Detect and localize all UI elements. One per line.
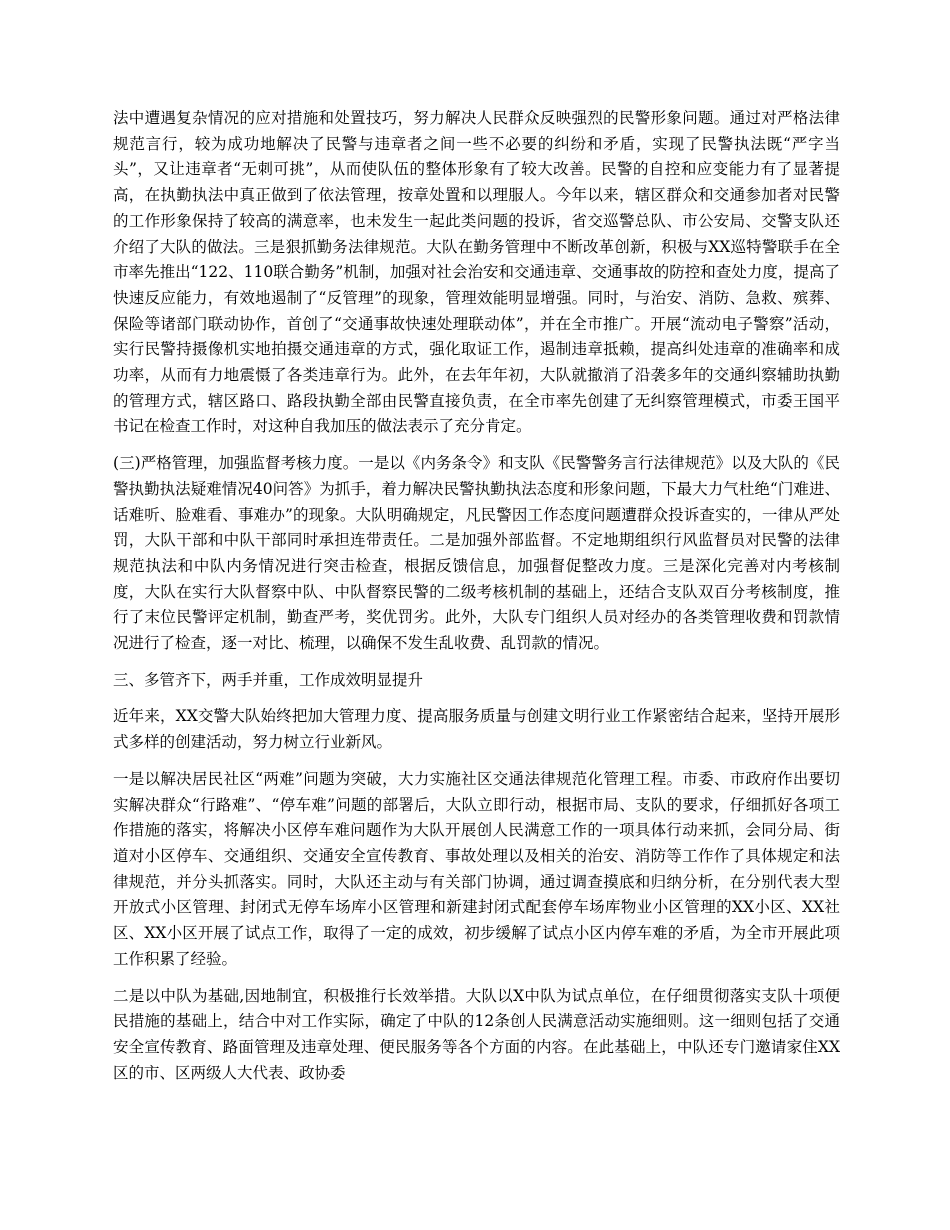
paragraph-recent-years: 近年来，XX交警大队始终把加大管理力度、提高服务质量与创建文明行业工作紧密结合起来，坚持开展形式多样的创建活动，努力树立行业新风。 — [113, 707, 840, 752]
document-page — [113, 106, 840, 1097]
paragraph-enforcement-standards: 法中遭遇复杂情况的应对措施和处置技巧，努力解决人民群众反映强烈的民警形象问题。通过对严格法律规范言行，较为成功地解决了民警与违章者之间一些不必要的纠纷和矛盾，实现了民警执法既“严字当头”，又让违章者“无刺可挑”，从而使队伍的整体形象有了较大改善。民警的自控和应变能力有了显著提高，在执勤执法中真正做到了依法管理，按章处置和以理服人。今年以来，辖区群众和交通参加者对民警的工作形象保持了较高的满意率，也未发生一起此类问题的投诉，省交巡警总队、市公安局、交警支队还介绍了大队的做法。三是狠抓勤务法律规范。大队在勤务管理中不断改革创新，积极与XX巡特警联手在全市率先推出“122、110联合勤务”机制，加强对社会治安和交通违章、交通事故的防控和查处力度，提高了快速反应能力，有效地遏制了“反管理”的现象，管理效能明显增强。同时，与治安、消防、急救、殡葬、保险等诸部门联动协作，首创了“交通事故快速处理联动体”，并在全市推广。开展“流动电子警察”活动，实行民警持摄像机实地拍摄交通违章的方式，强化取证工作，遏制违章抵赖，提高纠处违章的准确率和成功率，从而有力地震慑了各类违章行为。此外，在去年年初，大队就撤消了沿袭多年的交通纠察辅助执勤的管理方式，辖区路口、路段执勤全部由民警直接负责，在全市率先创建了无纠察管理模式，市委王国平书记在检查工作时，对这种自我加压的做法表示了充分肯定。 — [113, 109, 840, 436]
paragraph-squadron-measures: 二是以中队为基础,因地制宜，积极推行长效举措。大队以X中队为试点单位，在仔细贯彻落实支队十项便民措施的基础上，结合中对工作实际，确定了中队的12条创人民满意活动实施细则。这一细则包括了交通安全宣传教育、路面管理及违章处理、便民服务等各个方面的内容。在此基础上，中队还专门邀请家住XX区的市、区两级人大代表、政协委 — [113, 986, 840, 1082]
paragraph-strict-management: (三)严格管理，加强监督考核力度。一是以《内务条令》和支队《民警警务言行法律规范》以及大队的《民警执勤执法疑难情况40问答》为抓手，着力解决民警执勤执法态度和形象问题，下最大力气杜绝“门难进、话难听、脸难看、事难办”的现象。大队明确规定，凡民警因工作态度问题遭群众投诉查实的，一律从严处罚，大队干部和中队干部同时承担连带责任。二是加强外部监督。不定地期组织行风监督员对民警的法律规范执法和中队内务情况进行突击检查，根据反馈信息，加强督促整改力度。三是深化完善对内考核制度，大队在实行大队督察中队、中队督察民警的二级考核机制的基础上，还结合支队双百分考核制度，推行了末位民警评定机制，勤查严考，奖优罚劣。此外，大队专门组织人员对经办的各类管理收费和罚款情况进行了检查，逐一对比、梳理，以确保不发生乱收费、乱罚款的情况。 — [113, 454, 840, 653]
section-heading: 三、多管齐下，两手并重，工作成效明显提升 — [113, 670, 424, 689]
paragraph-community-parking: 一是以解决居民社区“两难”问题为突破，大力实施社区交通法律规范化管理工程。市委、市政府作出要切实解决群众“行路难”、“停车难”问题的部署后，大队立即行动，根据市局、支队的要求，仔细抓好各项工作措施的落实，将解决小区停车难问题作为大队开展创人民满意工作的一项具体行动来抓，会同分局、街道对小区停车、交通组织、交通安全宣传教育、事故处理以及相关的治安、消防等工作作了具体规定和法律规范，并分头抓落实。同时，大队还主动与有关部门协调，通过调查摸底和归纳分析，在分别代表大型开放式小区管理、封闭式无停车场库小区管理和新建封闭式配套停车场库物业小区管理的XX小区、XX社区、XX小区开展了试点工作，取得了一定的成效，初步缓解了试点小区内停车难的矛盾，为全市开展此项工作积累了经验。 — [113, 769, 840, 968]
